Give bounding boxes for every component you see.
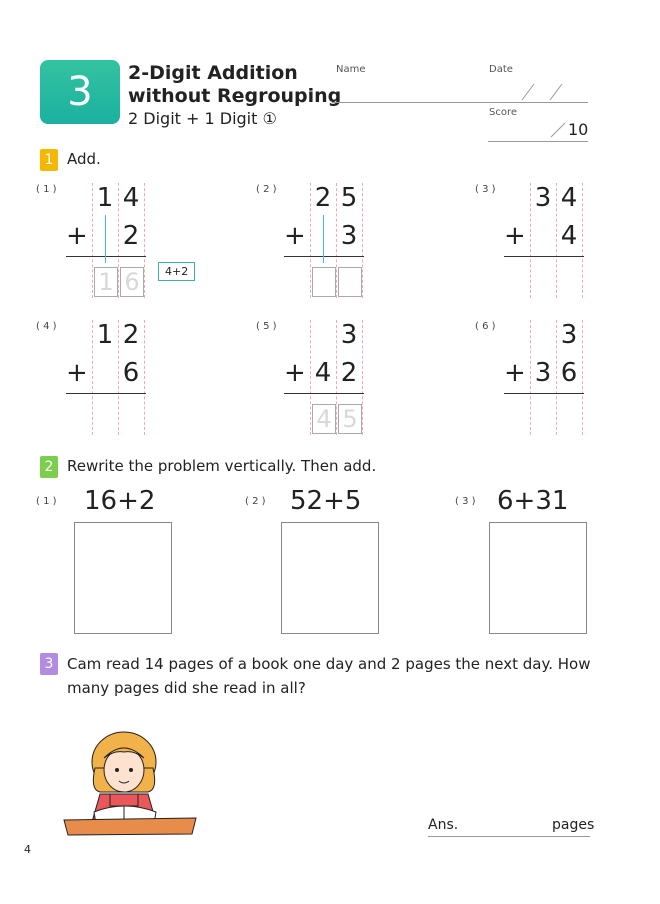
top-tens-digit: 2	[314, 183, 332, 213]
score-total: 10	[568, 120, 589, 139]
hint-arrow-line	[323, 215, 324, 263]
date-field[interactable]	[520, 80, 570, 106]
title-line-1: 2-Digit Addition	[128, 62, 298, 84]
problem-label: ( 3 )	[455, 496, 476, 507]
title-line-2: without Regrouping	[128, 85, 342, 107]
guide-line	[582, 320, 583, 435]
bottom-tens-digit: 4	[314, 358, 332, 388]
expression: 52+5	[290, 486, 362, 516]
sum-bar	[504, 256, 584, 257]
top-ones-digit: 4	[122, 183, 140, 213]
top-ones-digit: 4	[560, 183, 578, 213]
work-box[interactable]	[74, 522, 172, 634]
top-tens-digit: 3	[534, 183, 552, 213]
bottom-ones-digit: 2	[122, 221, 140, 251]
bottom-ones-digit: 6	[560, 358, 578, 388]
section-2-number: 2	[40, 456, 58, 478]
problem-label: ( 2 )	[245, 496, 266, 507]
plus-sign: +	[284, 358, 306, 388]
guide-line	[362, 183, 363, 298]
subtitle: 2 Digit + 1 Digit ①	[128, 109, 277, 128]
answer-line[interactable]	[428, 836, 590, 837]
problem-label: ( 1 )	[36, 184, 57, 195]
answer-ones-box[interactable]	[338, 267, 362, 297]
problem-label: ( 3 )	[475, 184, 496, 195]
sum-bar	[66, 393, 146, 394]
sum-bar	[504, 393, 584, 394]
guide-line	[582, 183, 583, 298]
bottom-ones-digit: 3	[340, 221, 358, 251]
plus-sign: +	[66, 358, 88, 388]
top-tens-digit: 1	[96, 320, 114, 350]
section-1-instruction: Add.	[67, 150, 101, 168]
answer-tens-box[interactable]	[312, 404, 336, 434]
story-line-2: many pages did she read in all?	[67, 679, 306, 697]
traced-digit: 4	[316, 405, 332, 433]
plus-sign: +	[284, 221, 306, 251]
traced-digit: 5	[342, 405, 358, 433]
answer-tens-box[interactable]	[94, 267, 118, 297]
guide-line	[144, 183, 145, 298]
top-ones-digit: 2	[122, 320, 140, 350]
sum-bar	[284, 393, 364, 394]
hint-arrow-line	[105, 215, 106, 263]
plus-sign: +	[504, 358, 526, 388]
score-field[interactable]	[488, 141, 588, 142]
hint-bubble: 4+2	[158, 262, 195, 281]
section-1-number: 1	[40, 149, 58, 171]
traced-digit: 6	[124, 268, 140, 296]
bottom-ones-digit: 4	[560, 221, 578, 251]
section-3-number: 3	[40, 653, 58, 675]
expression: 16+2	[84, 486, 156, 516]
bottom-ones-digit: 6	[122, 358, 140, 388]
top-ones-digit: 5	[340, 183, 358, 213]
bottom-ones-digit: 2	[340, 358, 358, 388]
unit-number-badge: 3	[40, 60, 120, 124]
expression: 6+31	[497, 486, 569, 516]
problem-label: ( 2 )	[256, 184, 277, 195]
answer-unit: pages	[552, 817, 595, 833]
guide-line	[362, 320, 363, 435]
girl-reading-illustration	[60, 728, 200, 840]
score-slash-icon	[549, 121, 567, 143]
problem-label: ( 5 )	[256, 321, 277, 332]
plus-sign: +	[504, 221, 526, 251]
page-number: 4	[24, 843, 31, 856]
traced-digit: 1	[98, 268, 114, 296]
top-ones-digit: 3	[560, 320, 578, 350]
section-2-instruction: Rewrite the problem vertically. Then add.	[67, 457, 377, 475]
problem-label: ( 1 )	[36, 496, 57, 507]
problem-label: ( 6 )	[475, 321, 496, 332]
answer-ones-box[interactable]	[338, 404, 362, 434]
top-ones-digit: 3	[340, 320, 358, 350]
sum-bar	[66, 256, 146, 257]
story-line-1: Cam read 14 pages of a book one day and 2 pages the next day. How	[67, 655, 591, 673]
work-box[interactable]	[281, 522, 379, 634]
date-slashes-icon	[520, 80, 570, 102]
name-label: Name	[336, 64, 366, 75]
guide-line	[144, 320, 145, 435]
answer-tens-box[interactable]	[312, 267, 336, 297]
top-tens-digit: 1	[96, 183, 114, 213]
score-label: Score	[489, 107, 518, 118]
problem-label: ( 4 )	[36, 321, 57, 332]
bottom-tens-digit: 3	[534, 358, 552, 388]
answer-label: Ans.	[428, 817, 459, 833]
sum-bar	[284, 256, 364, 257]
answer-ones-box[interactable]	[120, 267, 144, 297]
plus-sign: +	[66, 221, 88, 251]
work-box[interactable]	[489, 522, 587, 634]
date-label: Date	[489, 64, 513, 75]
